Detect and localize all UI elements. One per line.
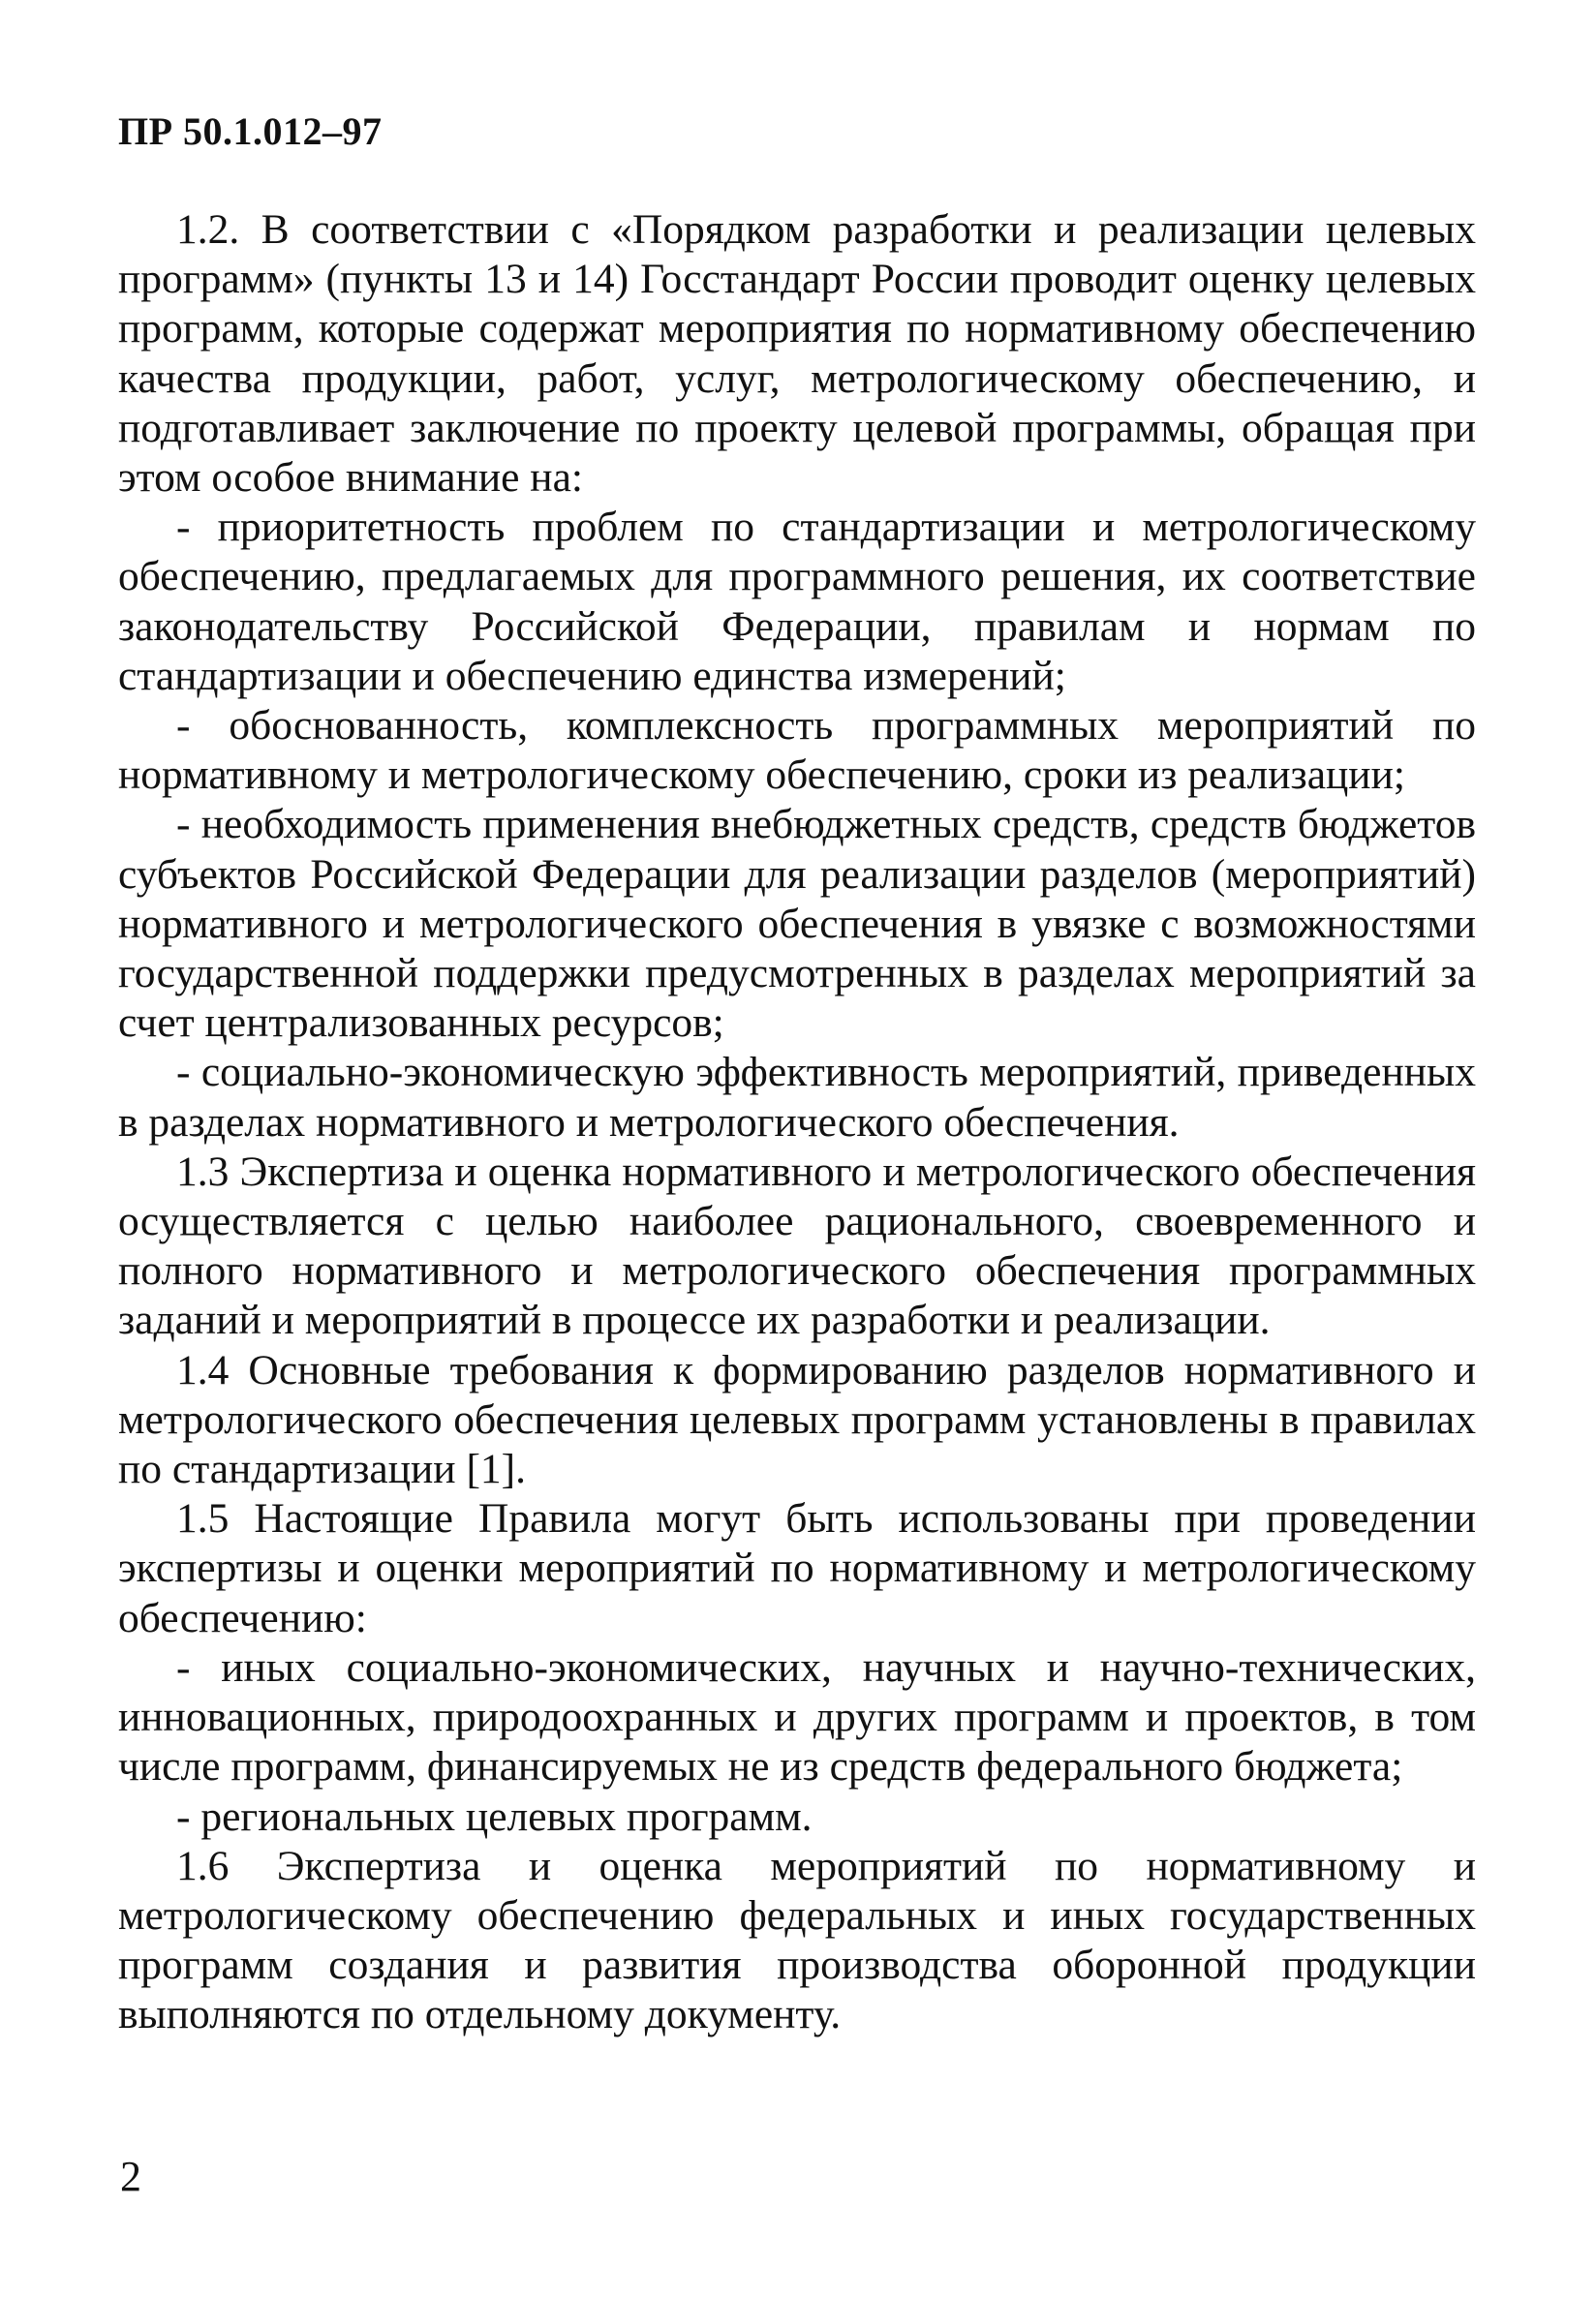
paragraph-1-5: 1.5 Настоящие Правила могут быть использованы при проведении экспертизы и оценки мероприятий по нормативному и метрологическому обеспечению: — [118, 1495, 1476, 1641]
paragraph-1-4: 1.4 Основные требования к формированию разделов нормативного и метрологического обеспечения целевых программ установлены в правилах по стандартизации [1]. — [118, 1346, 1476, 1493]
list-item-other-programs: - иных социально-экономических, научных и научно-технических, инновационных, природоохранных и других программ и проектов, в том числе программ, финансируемых не из средств федерального бюджета; — [118, 1643, 1476, 1791]
page-number: 2 — [120, 2153, 141, 2200]
list-item-priority: - приоритетность проблем по стандартизации и метрологическому обеспечению, предлагаемых для программного решения, их соответствие законодательству Российской Федерации, правилам и нормам по стандартизации и обеспечению единства измерений; — [118, 504, 1476, 699]
paragraph-1-6: 1.6 Экспертиза и оценка мероприятий по нормативному и метрологическому обеспечению федеральных и иных государственных программ создания и развития производства оборонной продукции выполняются по отдельному документу. — [118, 1842, 1476, 2038]
list-item-regional-programs: - региональных целевых программ. — [176, 1792, 813, 1840]
paragraph-1-2: 1.2. В соответствии с «Порядком разработки и реализации целевых программ» (пункты 13 и 14) Госстандарт России проводит оценку целевых программ, которые содержат мероприятия по нормативному обеспечению качества продукции, работ, услуг, метрологическому обеспечению, и подготавливает заключение по проекту целевой программы, обращая при этом особое внимание на: — [118, 206, 1476, 502]
list-item-funding: - необходимость применения внебюджетных средств, средств бюджетов субъектов Российской Федерации для реализации разделов (мероприятий) нормативного и метрологического обеспечения в увязке с возможностями государственной поддержки предусмотренных в разделах мероприятий за счет централизованных ресурсов; — [118, 801, 1476, 1047]
paragraph-1-3: 1.3 Экспертиза и оценка нормативного и метрологического обеспечения осуществляется с целью наиболее рационального, своевременного и полного нормативного и метрологического обеспечения программных заданий и мероприятий в процессе их разработки и реализации. — [118, 1148, 1476, 1344]
list-item-efficiency: - социально-экономическую эффективность мероприятий, приведенных в разделах нормативного и метрологического обеспечения. — [118, 1049, 1476, 1146]
document-code: ПР 50.1.012–97 — [118, 109, 383, 153]
body-text — [118, 205, 1476, 2040]
list-item-validity: - обоснованность, комплексность программных мероприятий по нормативному и метрологическому обеспечению, сроки из реализации; — [118, 702, 1476, 799]
